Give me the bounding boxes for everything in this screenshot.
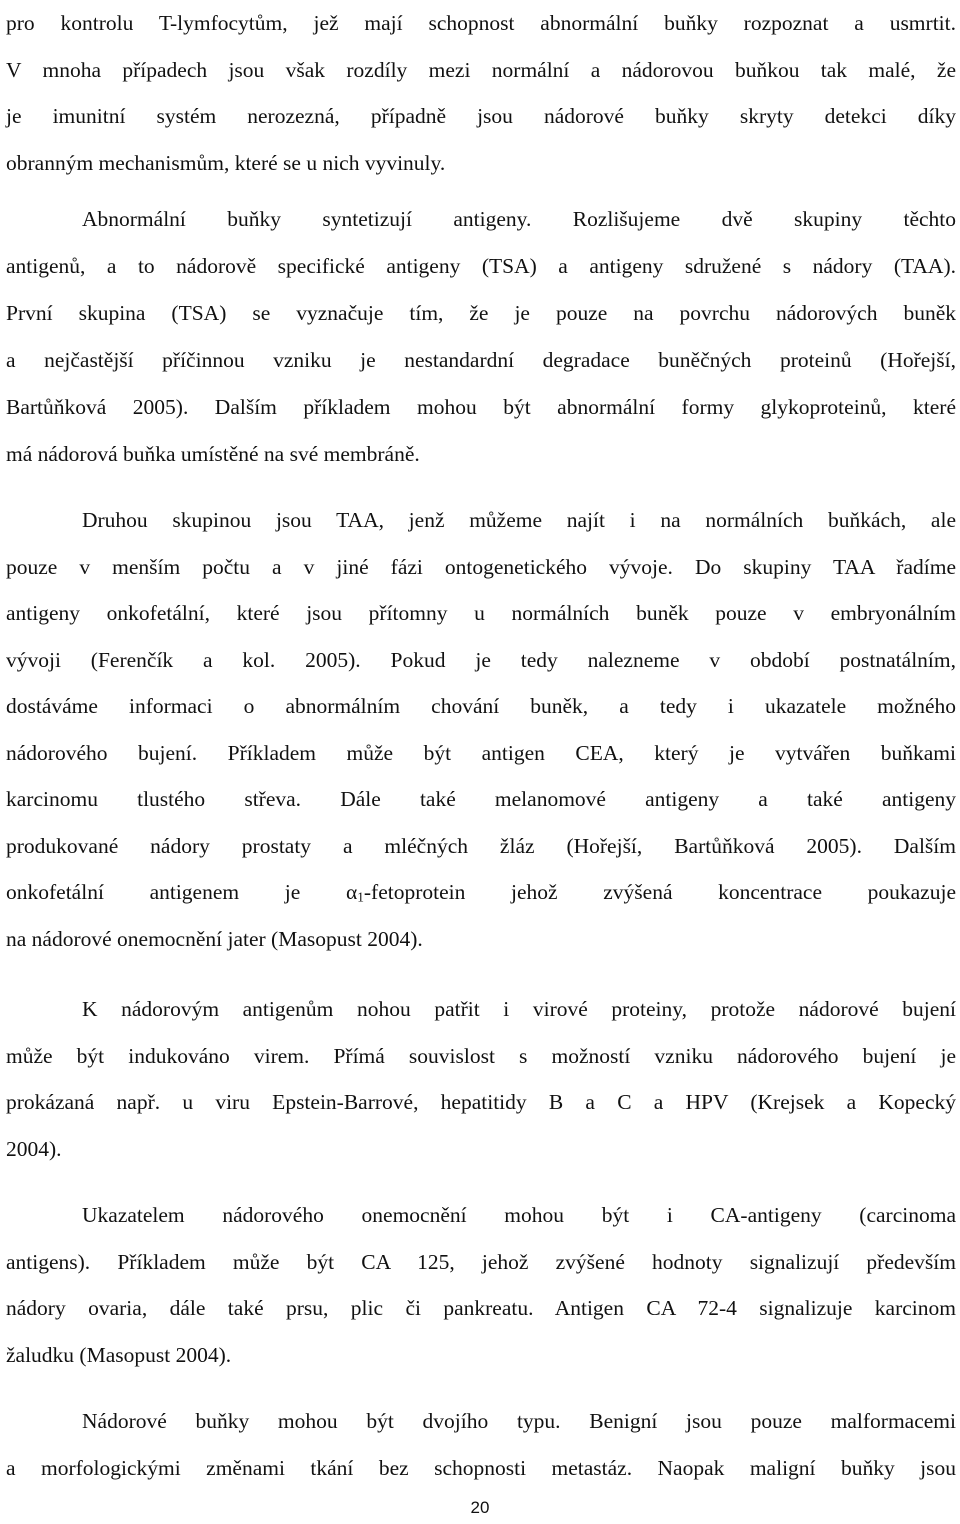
- text-line: antigenů, a to nádorově specifické antigeny (TSA) a antigeny sdružené s nádory (TAA).: [6, 254, 956, 278]
- text-line-content: Ukazatelem nádorového onemocnění mohou být i CA-antigeny (carcinoma: [82, 1203, 956, 1227]
- text-line: na nádorové onemocnění jater (Masopust 2004).: [6, 926, 423, 951]
- paragraph-ca-antigens: [6, 1192, 956, 1378]
- text-line-alpha-fetoprotein: [6, 869, 956, 916]
- text-line: [6, 497, 956, 544]
- text-fragment: -fetoprotein jehož zvýšená koncentrace poukazuje: [363, 880, 956, 904]
- text-line: je imunitní systém nerozezná, případně jsou nádorové buňky skryty detekci díky: [6, 104, 956, 128]
- text-line: žaludku (Masopust 2004).: [6, 1342, 232, 1367]
- text-line: [6, 1398, 956, 1445]
- paragraph-taa: [6, 497, 956, 962]
- text-line-content: K nádorovým antigenům nohou patřit i virové proteiny, protože nádorové bujení: [82, 997, 956, 1021]
- paragraph-viral-proteins: [6, 986, 956, 1172]
- text-line: obranným mechanismům, které se u nich vyvinuly.: [6, 150, 446, 175]
- page-number: 20: [470, 1498, 490, 1517]
- subscript-one: 1: [357, 889, 364, 905]
- paragraph-tumor-types: [6, 1398, 956, 1491]
- paragraph-tsa: [6, 196, 956, 478]
- text-line: pro kontrolu T-lymfocytům, jež mají schopnost abnormální buňky rozpoznat a usmrtit.: [6, 11, 956, 35]
- text-line: [6, 1192, 956, 1239]
- text-line: prokázaná např. u viru Epstein-Barrové, hepatitidy B a C a HPV (Krejsek a Kopecký: [6, 1090, 956, 1114]
- text-line: nádorového bujení. Příkladem může být antigen CEA, který je vytvářen buňkami: [6, 740, 956, 765]
- text-line: 2004).: [6, 1136, 62, 1161]
- text-line: produkované nádory prostaty a mléčných žláz (Hořejší, Bartůňková 2005). Dalším: [6, 833, 956, 858]
- text-line: První skupina (TSA) se vyznačuje tím, že je pouze na povrchu nádorových buněk: [6, 301, 956, 325]
- text-fragment: onkofetální antigenem je α: [6, 880, 358, 904]
- text-line: [6, 196, 956, 243]
- text-line-content: Nádorové buňky mohou být dvojího typu. Benigní jsou pouze malformacemi: [82, 1409, 956, 1433]
- text-line: dostáváme informaci o abnormálním chování buněk, a tedy i ukazatele možného: [6, 694, 956, 718]
- text-line: Bartůňková 2005). Dalším příkladem mohou být abnormální formy glykoproteinů, které: [6, 395, 956, 419]
- text-line: a morfologickými změnami tkání bez schopnosti metastáz. Naopak maligní buňky jsou: [6, 1455, 956, 1480]
- text-line: antigens). Příkladem může být CA 125, jehož zvýšené hodnoty signalizují především: [6, 1249, 956, 1274]
- text-line-content: Abnormální buňky syntetizují antigeny. Rozlišujeme dvě skupiny těchto: [82, 207, 956, 231]
- text-line: karcinomu tlustého střeva. Dále také melanomové antigeny a také antigeny: [6, 787, 956, 811]
- text-line: a nejčastější příčinnou vzniku je nestandardní degradace buněčných proteinů (Hořejší,: [6, 348, 956, 372]
- text-line-content: Druhou skupinou jsou TAA, jenž můžeme najít i na normálních buňkách, ale: [82, 508, 956, 532]
- text-line: vývoji (Ferenčík a kol. 2005). Pokud je tedy nalezneme v období postnatálním,: [6, 647, 956, 672]
- text-line: nádory ovaria, dále také prsu, plic či pankreatu. Antigen CA 72-4 signalizuje karcinom: [6, 1296, 956, 1320]
- paragraph-immune-detection: [6, 0, 956, 186]
- text-line: V mnoha případech jsou však rozdíly mezi normální a nádorovou buňkou tak malé, že: [6, 57, 956, 82]
- text-line: pouze v menším počtu a v jiné fázi ontogenetického vývoje. Do skupiny TAA řadíme: [6, 554, 956, 579]
- text-line: má nádorová buňka umístěné na své membráně.: [6, 442, 420, 466]
- text-line: antigeny onkofetální, které jsou přítomny u normálních buněk pouze v embryonálním: [6, 601, 956, 625]
- text-line: může být indukováno virem. Přímá souvislost s možností vzniku nádorového bujení je: [6, 1043, 956, 1068]
- text-line: [6, 986, 956, 1033]
